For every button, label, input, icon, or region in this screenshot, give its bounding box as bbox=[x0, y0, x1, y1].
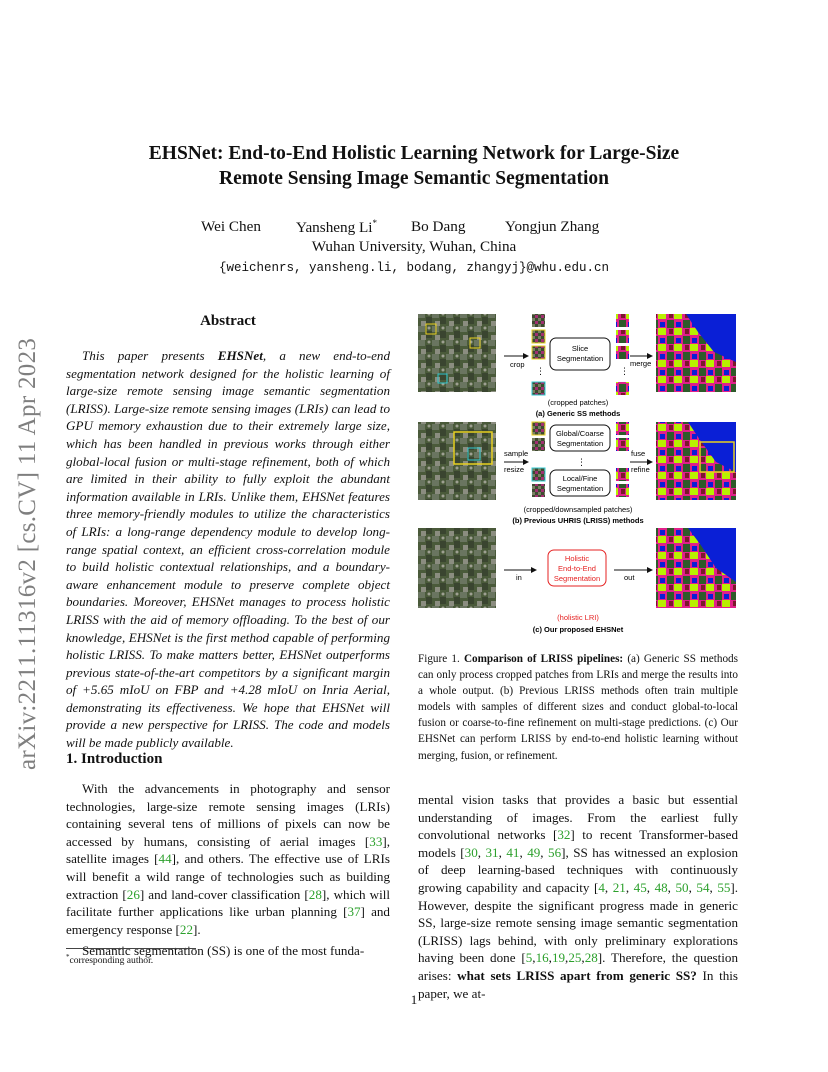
citation-link[interactable]: 31 bbox=[485, 844, 499, 860]
panel-a-input-image bbox=[418, 314, 496, 392]
author-4: Yongjun Zhang bbox=[505, 218, 600, 235]
crop-label: crop bbox=[510, 360, 525, 369]
citation-link[interactable]: 32 bbox=[557, 827, 571, 843]
citation-link[interactable]: 41 bbox=[506, 844, 520, 860]
pred-thumbnail bbox=[616, 314, 629, 327]
body-text: , bbox=[548, 950, 552, 966]
holistic-lri-label: (holistic LRI) bbox=[557, 613, 599, 622]
panel-b-caption: (b) Previous UHRIS (LRISS) methods bbox=[512, 516, 644, 525]
pred-thumbnail bbox=[616, 438, 629, 451]
body-text: , bbox=[581, 950, 585, 966]
sample-label: sample bbox=[504, 449, 529, 458]
citation-link[interactable]: 5 bbox=[525, 950, 533, 966]
body-text: , bbox=[646, 879, 655, 895]
citation-link[interactable]: 49 bbox=[527, 844, 541, 860]
body-text: , bbox=[625, 879, 634, 895]
panel-c bbox=[418, 528, 736, 634]
body-text: , bbox=[498, 844, 507, 860]
patch-thumbnail bbox=[532, 438, 545, 451]
citation-link[interactable]: 22 bbox=[179, 921, 194, 937]
panel-a-patches-label: (cropped patches) bbox=[547, 398, 609, 407]
citation-link[interactable]: 56 bbox=[548, 844, 562, 860]
fuse-label: fuse bbox=[631, 449, 646, 458]
panel-b bbox=[418, 422, 736, 525]
caption-body: (a) Generic SS methods can only process cropped patches from LRIs and merge the results into a whole output. (b) Previous LRISS methods often train multiple models with samples of different sizes and conduct global-to-local fusion or coarse-to-fine refinement on multi-stage predictions. (c) Our EHSNet can perform LRISS by end-to-end holistic learning without merging, fusion, or refinement. bbox=[418, 653, 738, 762]
body-text: , bbox=[540, 844, 549, 860]
pred-thumbnail bbox=[616, 484, 629, 497]
author-3: Bo Dang bbox=[411, 218, 466, 235]
panel-a bbox=[418, 314, 736, 418]
body-text: ] to recent Transformer-based models [ bbox=[418, 827, 738, 860]
patch-thumbnail bbox=[532, 314, 545, 327]
citation-link[interactable]: 55 bbox=[717, 879, 731, 895]
global-box-line-2: Segmentation bbox=[556, 439, 604, 448]
body-text: mental vision tasks that provides a basic but essential understanding of images. From the earliest fully convolutional networks [ bbox=[418, 792, 738, 843]
panel-a-caption: (a) Generic SS methods bbox=[535, 409, 621, 418]
intro-right-column bbox=[418, 791, 738, 1002]
abstract-method-name: EHSNet bbox=[217, 348, 263, 363]
abstract-text bbox=[66, 347, 390, 752]
intro-paragraph-2: Semantic segmentation (SS) is one of the most funda- bbox=[82, 943, 365, 959]
pred-thumbnail bbox=[616, 468, 629, 481]
pred-thumbnail bbox=[616, 382, 629, 395]
stage-ellipsis: ⋮ bbox=[577, 457, 586, 467]
body-text: ]. However, despite the significant progress made in generic SS, large-size remote sensing image semantic segmentation (LRISS) lags behind, with only preliminary explorations having been done [ bbox=[418, 879, 739, 966]
citation-link[interactable]: 26 bbox=[126, 886, 140, 902]
author-2 bbox=[296, 218, 377, 237]
citation-link[interactable]: 16 bbox=[535, 950, 549, 966]
citation-link[interactable]: 33 bbox=[369, 833, 383, 849]
citation-link[interactable]: 28 bbox=[308, 886, 322, 902]
body-text: With the advancements in photography and sensor technologies, large-size remote sensing images (LRIs) containing several tens of millions of pixels can now be accessed by humans, consisting of aerial images [ bbox=[66, 781, 390, 849]
section-heading-introduction: 1. Introduction bbox=[66, 751, 163, 767]
panel-b-input-image bbox=[418, 422, 496, 500]
slice-box-line-1: Slice bbox=[571, 344, 589, 353]
patch-thumbnail bbox=[532, 468, 545, 481]
citation-link[interactable]: 4 bbox=[598, 879, 605, 895]
abstract-heading: Abstract bbox=[200, 313, 256, 329]
patch-thumbnail bbox=[532, 330, 545, 343]
in-label: in bbox=[516, 573, 522, 582]
resize-label: resize bbox=[504, 465, 525, 474]
body-text: ], which will facilitate further applications like urban planning [ bbox=[66, 886, 390, 920]
footnote bbox=[66, 953, 153, 966]
author-emails: {weichenrs, yansheng.li, bodang, zhangyj}@whu.edu.cn bbox=[218, 261, 610, 275]
citation-link[interactable]: 21 bbox=[612, 879, 626, 895]
merge-label: merge bbox=[630, 359, 652, 368]
patch-thumbnail bbox=[532, 484, 545, 497]
patch-ellipsis: ⋮ bbox=[536, 366, 545, 376]
intro-paragraph-1 bbox=[66, 780, 390, 938]
abstract-body: , a new end-to-end segmentation network designed for the holistic learning of large-size remote sensing image semantic segmentation (LRISS). Large-size remote sensing images (LRIs) can lead to GPU memory exhaustion due to their extremely large size, which has been handled in previous works through either global-local fusion or multi-stage refinement, both of which are limited in their ability to fully exploit the abundant information available in LRIs. Unlike them, EHSNet features three memory-friendly modules to utilize the characteristics of LRIs: a long-range dependency module to develop long-range spatial context, an efficient cross-correlation module to build holistic contextual relationships, and a boundary-aware enhancement module to preserve complete object boundaries. Moreover, EHSNet manages to process holistic LRISS with the aid of memory offloading. To the best of our knowledge, EHSNet is the first method capable of performing holistic LRISS. To make matters better, EHSNet outperforms previous state-of-the-art competitors by a significant margin of +5.65 mIoU on FBP and +4.28 mIoU on Inria Aerial, demonstrating its effectiveness. We hope that EHSNet will provide a new perspective for LRISS. The code and models will be made publicly available. bbox=[66, 348, 390, 751]
citation-link[interactable]: 48 bbox=[654, 879, 668, 895]
title-line-1: EHSNet: End-to-End Holistic Learning Network for Large-Size bbox=[148, 143, 680, 164]
caption-prefix: Figure 1. bbox=[418, 653, 464, 665]
body-text: , bbox=[565, 950, 569, 966]
arxiv-id: arXiv:2211.11316v2 [cs.CV] 11 Apr 2023 bbox=[14, 337, 41, 770]
figure-1-caption bbox=[418, 651, 738, 764]
body-text: ], and others. The effective use of LRIs will benefit a wild range of technologies such as building extraction [ bbox=[66, 851, 390, 902]
holistic-box-line-1: Holistic bbox=[564, 554, 590, 563]
body-text: , bbox=[688, 879, 697, 895]
panel-c-caption: (c) Our proposed EHSNet bbox=[532, 625, 624, 634]
pred-ellipsis: ⋮ bbox=[620, 366, 629, 376]
body-text: ], satellite images [ bbox=[66, 833, 390, 867]
body-text: , bbox=[604, 879, 613, 895]
citation-link[interactable]: 30 bbox=[464, 844, 478, 860]
citation-link[interactable]: 44 bbox=[158, 851, 172, 867]
body-text: , bbox=[519, 844, 528, 860]
citation-link[interactable]: 50 bbox=[675, 879, 689, 895]
pred-thumbnail bbox=[616, 330, 629, 343]
author-2-name: Yansheng Li bbox=[296, 219, 373, 237]
pred-thumbnail bbox=[616, 346, 629, 359]
citation-link[interactable]: 54 bbox=[696, 879, 710, 895]
body-text: ] and land-cover classification [ bbox=[139, 886, 309, 902]
body-text: ]. bbox=[193, 921, 201, 937]
local-box-line-1: Local/Fine bbox=[562, 474, 598, 483]
refine-label: refine bbox=[631, 465, 650, 474]
body-text: , bbox=[477, 844, 486, 860]
body-text: In this paper, we at- bbox=[418, 967, 739, 1001]
body-text: ] and emergency response [ bbox=[66, 904, 390, 937]
patch-thumbnail bbox=[532, 382, 545, 395]
page-number: 1 bbox=[410, 992, 418, 1007]
local-box-line-2: Segmentation bbox=[556, 484, 604, 493]
caption-title: Comparison of LRISS pipelines: bbox=[463, 653, 624, 665]
holistic-box-line-3: Segmentation bbox=[553, 574, 601, 583]
emphasis-text: what sets LRISS apart from generic SS? bbox=[457, 967, 697, 983]
corresponding-mark: * bbox=[372, 218, 378, 228]
global-box-line-1: Global/Coarse bbox=[556, 429, 604, 438]
citation-link[interactable]: 19 bbox=[551, 950, 566, 966]
body-text: , bbox=[532, 950, 536, 966]
body-text: ]. Therefore, the question arises: bbox=[418, 950, 738, 983]
body-text: , bbox=[667, 879, 676, 895]
citation-link[interactable]: 28 bbox=[584, 950, 598, 966]
figure-1 bbox=[418, 312, 738, 642]
footnote-rule bbox=[66, 948, 196, 949]
title-line-2: Remote Sensing Image Semantic Segmentation bbox=[219, 168, 609, 189]
patch-thumbnail bbox=[532, 422, 545, 435]
citation-link[interactable]: 25 bbox=[568, 950, 582, 966]
abstract-intro: This paper presents bbox=[82, 348, 218, 363]
affiliation: Wuhan University, Wuhan, China bbox=[311, 238, 517, 255]
citation-link[interactable]: 37 bbox=[347, 904, 361, 920]
body-text: ], SS has witnessed an explosion of deep learning-based techniques with continuously growing capability and capacity [ bbox=[418, 844, 739, 895]
citation-link[interactable]: 45 bbox=[633, 879, 647, 895]
footnote-mark: * bbox=[66, 953, 70, 961]
holistic-box-line-2: End-to-End bbox=[558, 564, 596, 573]
slice-box-line-2: Segmentation bbox=[556, 354, 604, 363]
panel-c-input-image bbox=[418, 528, 496, 608]
pred-thumbnail bbox=[616, 422, 629, 435]
author-1: Wei Chen bbox=[201, 218, 261, 235]
body-text: , bbox=[709, 879, 718, 895]
intro-left-column bbox=[66, 780, 390, 960]
paper-title bbox=[100, 141, 728, 191]
footnote-text: corresponding author. bbox=[69, 955, 154, 967]
out-label: out bbox=[624, 573, 635, 582]
panel-b-patches-label: (cropped/downsampled patches) bbox=[523, 505, 633, 514]
patch-thumbnail bbox=[532, 346, 545, 359]
